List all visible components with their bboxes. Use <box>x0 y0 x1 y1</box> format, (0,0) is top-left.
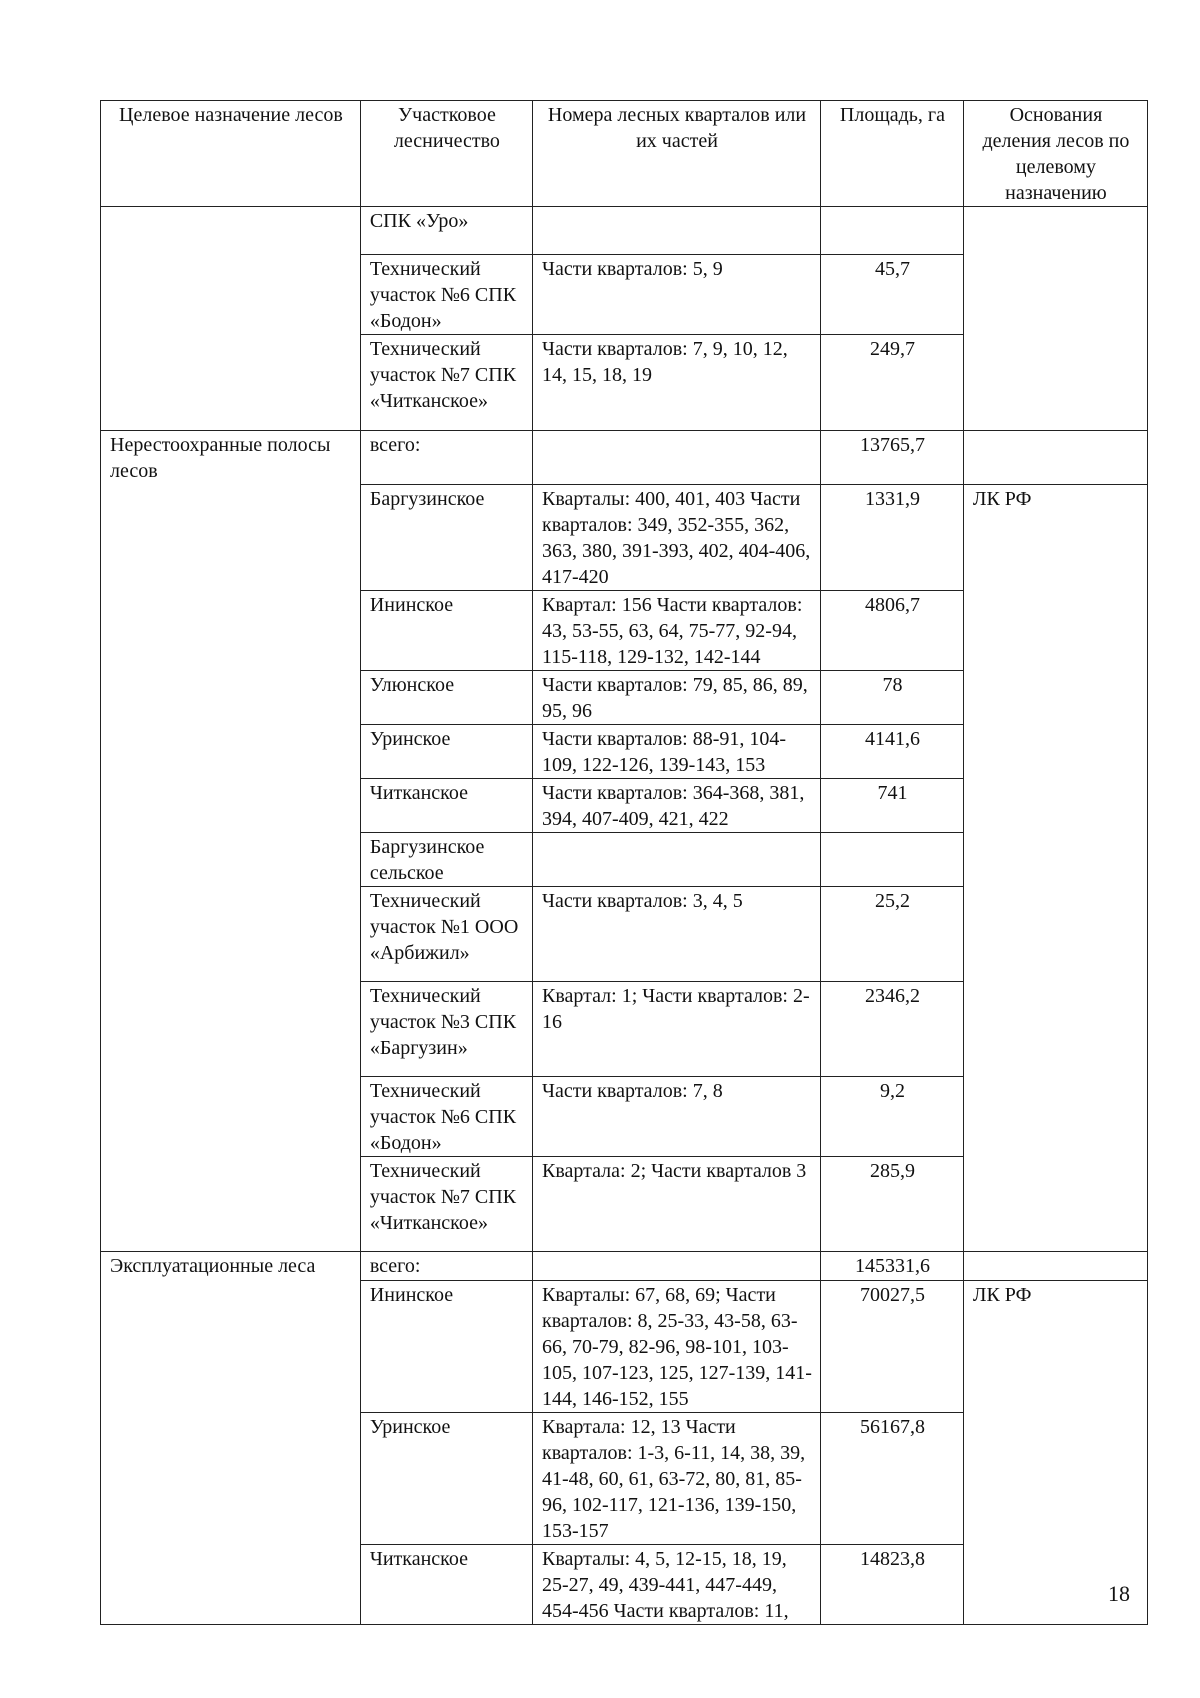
quarters-cell: Части кварталов: 7, 9, 10, 12, 14, 15, 18, 19 <box>532 335 820 431</box>
table-row <box>101 1280 1148 1412</box>
area-cell: 70027,5 <box>820 1280 963 1412</box>
quarters-cell <box>532 207 820 255</box>
forestry-cell: Уринское <box>360 1412 532 1544</box>
quarters-cell: Части кварталов: 88-91, 104-109, 122-126, 139-143, 153 <box>532 724 820 778</box>
quarters-cell <box>532 1251 820 1280</box>
quarters-cell: Квартала: 2; Части кварталов 3 <box>532 1156 820 1251</box>
forestry-cell: Ининское <box>360 1280 532 1412</box>
quarters-cell: Кварталы: 67, 68, 69; Части кварталов: 8, 25-33, 43-58, 63-66, 70-79, 82-96, 98-101, 103-105, 107-123, 125, 127-139, 141-144, 146-152, 155 <box>532 1280 820 1412</box>
header-area: Площадь, га <box>820 101 963 207</box>
quarters-cell: Квартал: 156 Части кварталов: 43, 53-55, 63, 64, 75-77, 92-94, 115-118, 129-132, 142-144 <box>532 590 820 670</box>
purpose-cell-continued <box>101 207 361 431</box>
area-cell: 78 <box>820 670 963 724</box>
area-cell: 2346,2 <box>820 981 963 1076</box>
purpose-cell-span <box>101 484 361 1251</box>
area-cell: 741 <box>820 778 963 832</box>
quarters-cell: Квартал: 1; Части кварталов: 2-16 <box>532 981 820 1076</box>
table-row <box>101 207 1148 255</box>
basis-cell: ЛК РФ <box>963 1280 1147 1624</box>
quarters-cell: Кварталы: 400, 401, 403 Части кварталов: 349, 352-355, 362, 363, 380, 391-393, 402, 404-406, 417-420 <box>532 484 820 590</box>
forestry-cell: СПК «Уро» <box>360 207 532 255</box>
forestry-cell: Баргузинское <box>360 484 532 590</box>
total-label: всего: <box>360 1251 532 1280</box>
header-forestry: Участковое лесничество <box>360 101 532 207</box>
forestry-cell: Ининское <box>360 590 532 670</box>
header-quarters: Номера лесных кварталов или их частей <box>532 101 820 207</box>
area-cell: 14823,8 <box>820 1544 963 1624</box>
forestry-cell: Технический участок №7 СПК «Читканское» <box>360 335 532 431</box>
area-cell: 4141,6 <box>820 724 963 778</box>
forestry-cell: Технический участок №6 СПК «Бодон» <box>360 255 532 335</box>
quarters-cell: Части кварталов: 3, 4, 5 <box>532 886 820 981</box>
basis-cell-continued <box>963 207 1147 431</box>
table-row-total <box>101 1251 1148 1280</box>
area-cell <box>820 207 963 255</box>
quarters-cell: Кварталы: 4, 5, 12-15, 18, 19, 25-27, 49, 439-441, 447-449, 454-456 Части кварталов: 11, <box>532 1544 820 1624</box>
area-cell: 25,2 <box>820 886 963 981</box>
quarters-cell: Части кварталов: 79, 85, 86, 89, 95, 96 <box>532 670 820 724</box>
quarters-cell: Квартала: 12, 13 Части кварталов: 1-3, 6-11, 14, 38, 39, 41-48, 60, 61, 63-72, 80, 81, 85-96, 102-117, 121-136, 139-150, 153-157 <box>532 1412 820 1544</box>
area-cell: 9,2 <box>820 1076 963 1156</box>
forestry-cell: Технический участок №3 СПК «Баргузин» <box>360 981 532 1076</box>
forestry-cell: Улюнское <box>360 670 532 724</box>
quarters-cell: Части кварталов: 7, 8 <box>532 1076 820 1156</box>
quarters-cell <box>532 431 820 485</box>
basis-cell-empty <box>963 1251 1147 1280</box>
header-basis: Основания деления лесов по целевому назначению <box>963 101 1147 207</box>
header-purpose: Целевое назначение лесов <box>101 101 361 207</box>
forestry-cell: Читканское <box>360 778 532 832</box>
basis-cell: ЛК РФ <box>963 484 1147 1251</box>
total-area: 145331,6 <box>820 1251 963 1280</box>
forestry-cell: Баргузинское сельское <box>360 832 532 886</box>
purpose-cell: Нерестоохранные полосы лесов <box>101 431 361 485</box>
forestry-cell: Технический участок №6 СПК «Бодон» <box>360 1076 532 1156</box>
forestry-cell: Технический участок №7 СПК «Читканское» <box>360 1156 532 1251</box>
purpose-cell: Эксплуатационные леса <box>101 1251 361 1280</box>
area-cell: 1331,9 <box>820 484 963 590</box>
area-cell: 45,7 <box>820 255 963 335</box>
page-number: 18 <box>1108 1581 1130 1606</box>
table-row <box>101 484 1148 590</box>
basis-cell-empty <box>963 431 1147 485</box>
forestry-cell: Технический участок №1 ООО «Арбижил» <box>360 886 532 981</box>
area-cell: 56167,8 <box>820 1412 963 1544</box>
table-row-total <box>101 431 1148 485</box>
area-cell: 285,9 <box>820 1156 963 1251</box>
area-cell <box>820 832 963 886</box>
total-area: 13765,7 <box>820 431 963 485</box>
quarters-cell: Части кварталов: 5, 9 <box>532 255 820 335</box>
area-cell: 4806,7 <box>820 590 963 670</box>
purpose-cell-span <box>101 1280 361 1624</box>
forestry-cell: Читканское <box>360 1544 532 1624</box>
table-header-row <box>101 101 1148 207</box>
quarters-cell <box>532 832 820 886</box>
quarters-cell: Части кварталов: 364-368, 381, 394, 407-409, 421, 422 <box>532 778 820 832</box>
total-label: всего: <box>360 431 532 485</box>
area-cell: 249,7 <box>820 335 963 431</box>
forestry-cell: Уринское <box>360 724 532 778</box>
forest-purpose-table <box>100 100 1148 1625</box>
